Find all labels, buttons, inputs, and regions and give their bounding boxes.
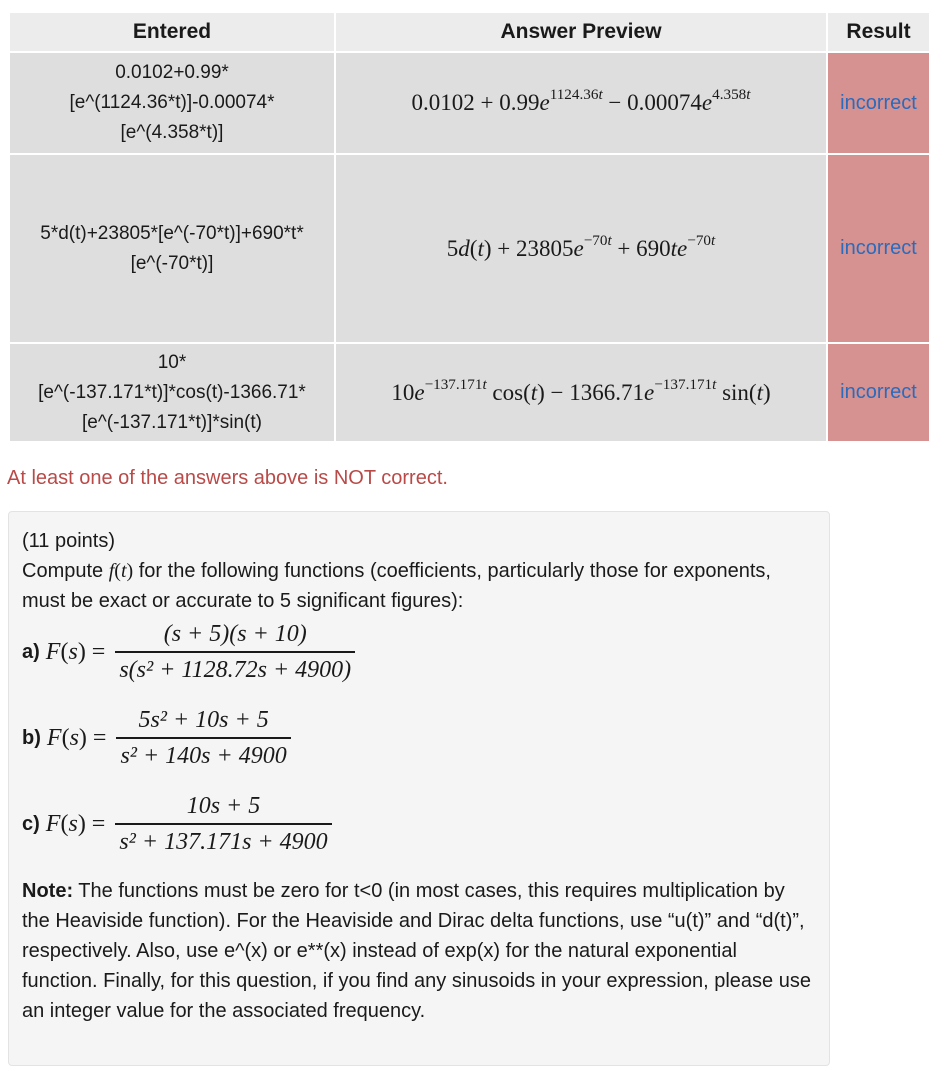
fraction-numerator: 5s² + 10s + 5	[138, 707, 269, 733]
table-row	[9, 52, 930, 154]
note-text: The functions must be zero for t<0 (in most cases, this requires multiplication by the Heaviside function). For the Heaviside and Dirac delta functions, use “u(t)” and “d(t)”, respectively. Also, use e^(x) or e**(x) instead of exp(x) for the natural exponential function. Finally, for this question, if you find any sinusoids in your expression, please use an integer value for the associated frequency.	[22, 880, 811, 1022]
entered-line: [e^(-137.171*t)]*sin(t)	[82, 411, 262, 433]
result-cell	[827, 343, 930, 442]
entered-line: [e^(-70*t)]	[130, 252, 214, 274]
table-row	[9, 343, 930, 442]
entered-cell	[9, 52, 335, 154]
entered-line: [e^(-137.171*t)]*cos(t)-1366.71*	[38, 381, 306, 403]
part-c-formula: c) F(s) = $\frac{10s + 5}{\text{s² + 137.171s + 4900}}$	[22, 792, 816, 856]
entered-line: 5*d(t)+23805*[e^(-70*t)]+690*t*	[40, 222, 304, 244]
part-b-formula: b) F(s) = $\frac{\text{5s² + 10s + 5}}{\text{s² + 140s + 4900}}$	[22, 706, 816, 770]
fraction	[115, 620, 355, 684]
fraction-numerator: 10s + 5	[186, 793, 261, 819]
fraction	[116, 706, 290, 770]
fraction	[115, 792, 331, 856]
answer-preview-cell: $0.0102 + 0.99e^{1124.36t} - 0.00074e^{4.358t}$	[335, 52, 827, 154]
result-cell	[827, 154, 930, 343]
problem-points: (11 points)	[22, 530, 116, 552]
part-label: b)	[22, 727, 41, 749]
header-result: Result	[827, 12, 930, 52]
result-cell	[827, 52, 930, 154]
header-answer-preview: Answer Preview	[335, 12, 827, 52]
entered-line: 10*	[157, 351, 187, 373]
table-row	[9, 154, 930, 343]
fraction-denominator: s² + 140s + 4900	[116, 737, 290, 770]
part-label: c)	[22, 813, 40, 835]
answer-preview-cell: $5d(t) + 23805e^{-70t} + 690te^{-70t}$	[335, 154, 827, 343]
problem-intro: Compute f(t) for the following functions (coefficients, particularly those for exponents, must be exact or accurate to 5 significant figures):	[22, 560, 771, 612]
answer-preview-cell: $10e^{-137.171t}$ $\cos(t) - 1366.71e^{-137.171t}$ sin(t)	[335, 343, 827, 442]
entered-cell	[9, 343, 335, 442]
fraction-denominator: s(s² + 1128.72s + 4900)	[115, 651, 355, 684]
problem-statement	[8, 511, 830, 1066]
attempt-summary-message: At least one of the answers above is NOT correct.	[7, 467, 448, 489]
fraction-numerator: (s + 5)(s + 10)	[163, 621, 307, 647]
results-header-row	[9, 12, 930, 52]
result-status: incorrect	[840, 91, 917, 114]
note-label: Note:	[22, 880, 74, 902]
entered-line: [e^(1124.36*t)]-0.00074*	[69, 92, 275, 113]
problem-note	[22, 876, 816, 1026]
results-table	[8, 11, 930, 443]
part-label: a)	[22, 641, 40, 663]
entered-cell	[9, 154, 335, 343]
fraction-denominator: s² + 137.171s + 4900	[115, 823, 331, 856]
header-entered: Entered	[9, 12, 335, 52]
result-status: incorrect	[840, 381, 917, 403]
part-a-formula: a) F(s) = $\frac{(s + 5)(s + 10)}{\text{s(s² + 1128.72s + 4900)}}$	[22, 620, 816, 684]
entered-line: [e^(4.358*t)]	[120, 122, 224, 143]
entered-line: 0.0102+0.99*	[115, 62, 229, 83]
result-status: incorrect	[840, 237, 917, 259]
